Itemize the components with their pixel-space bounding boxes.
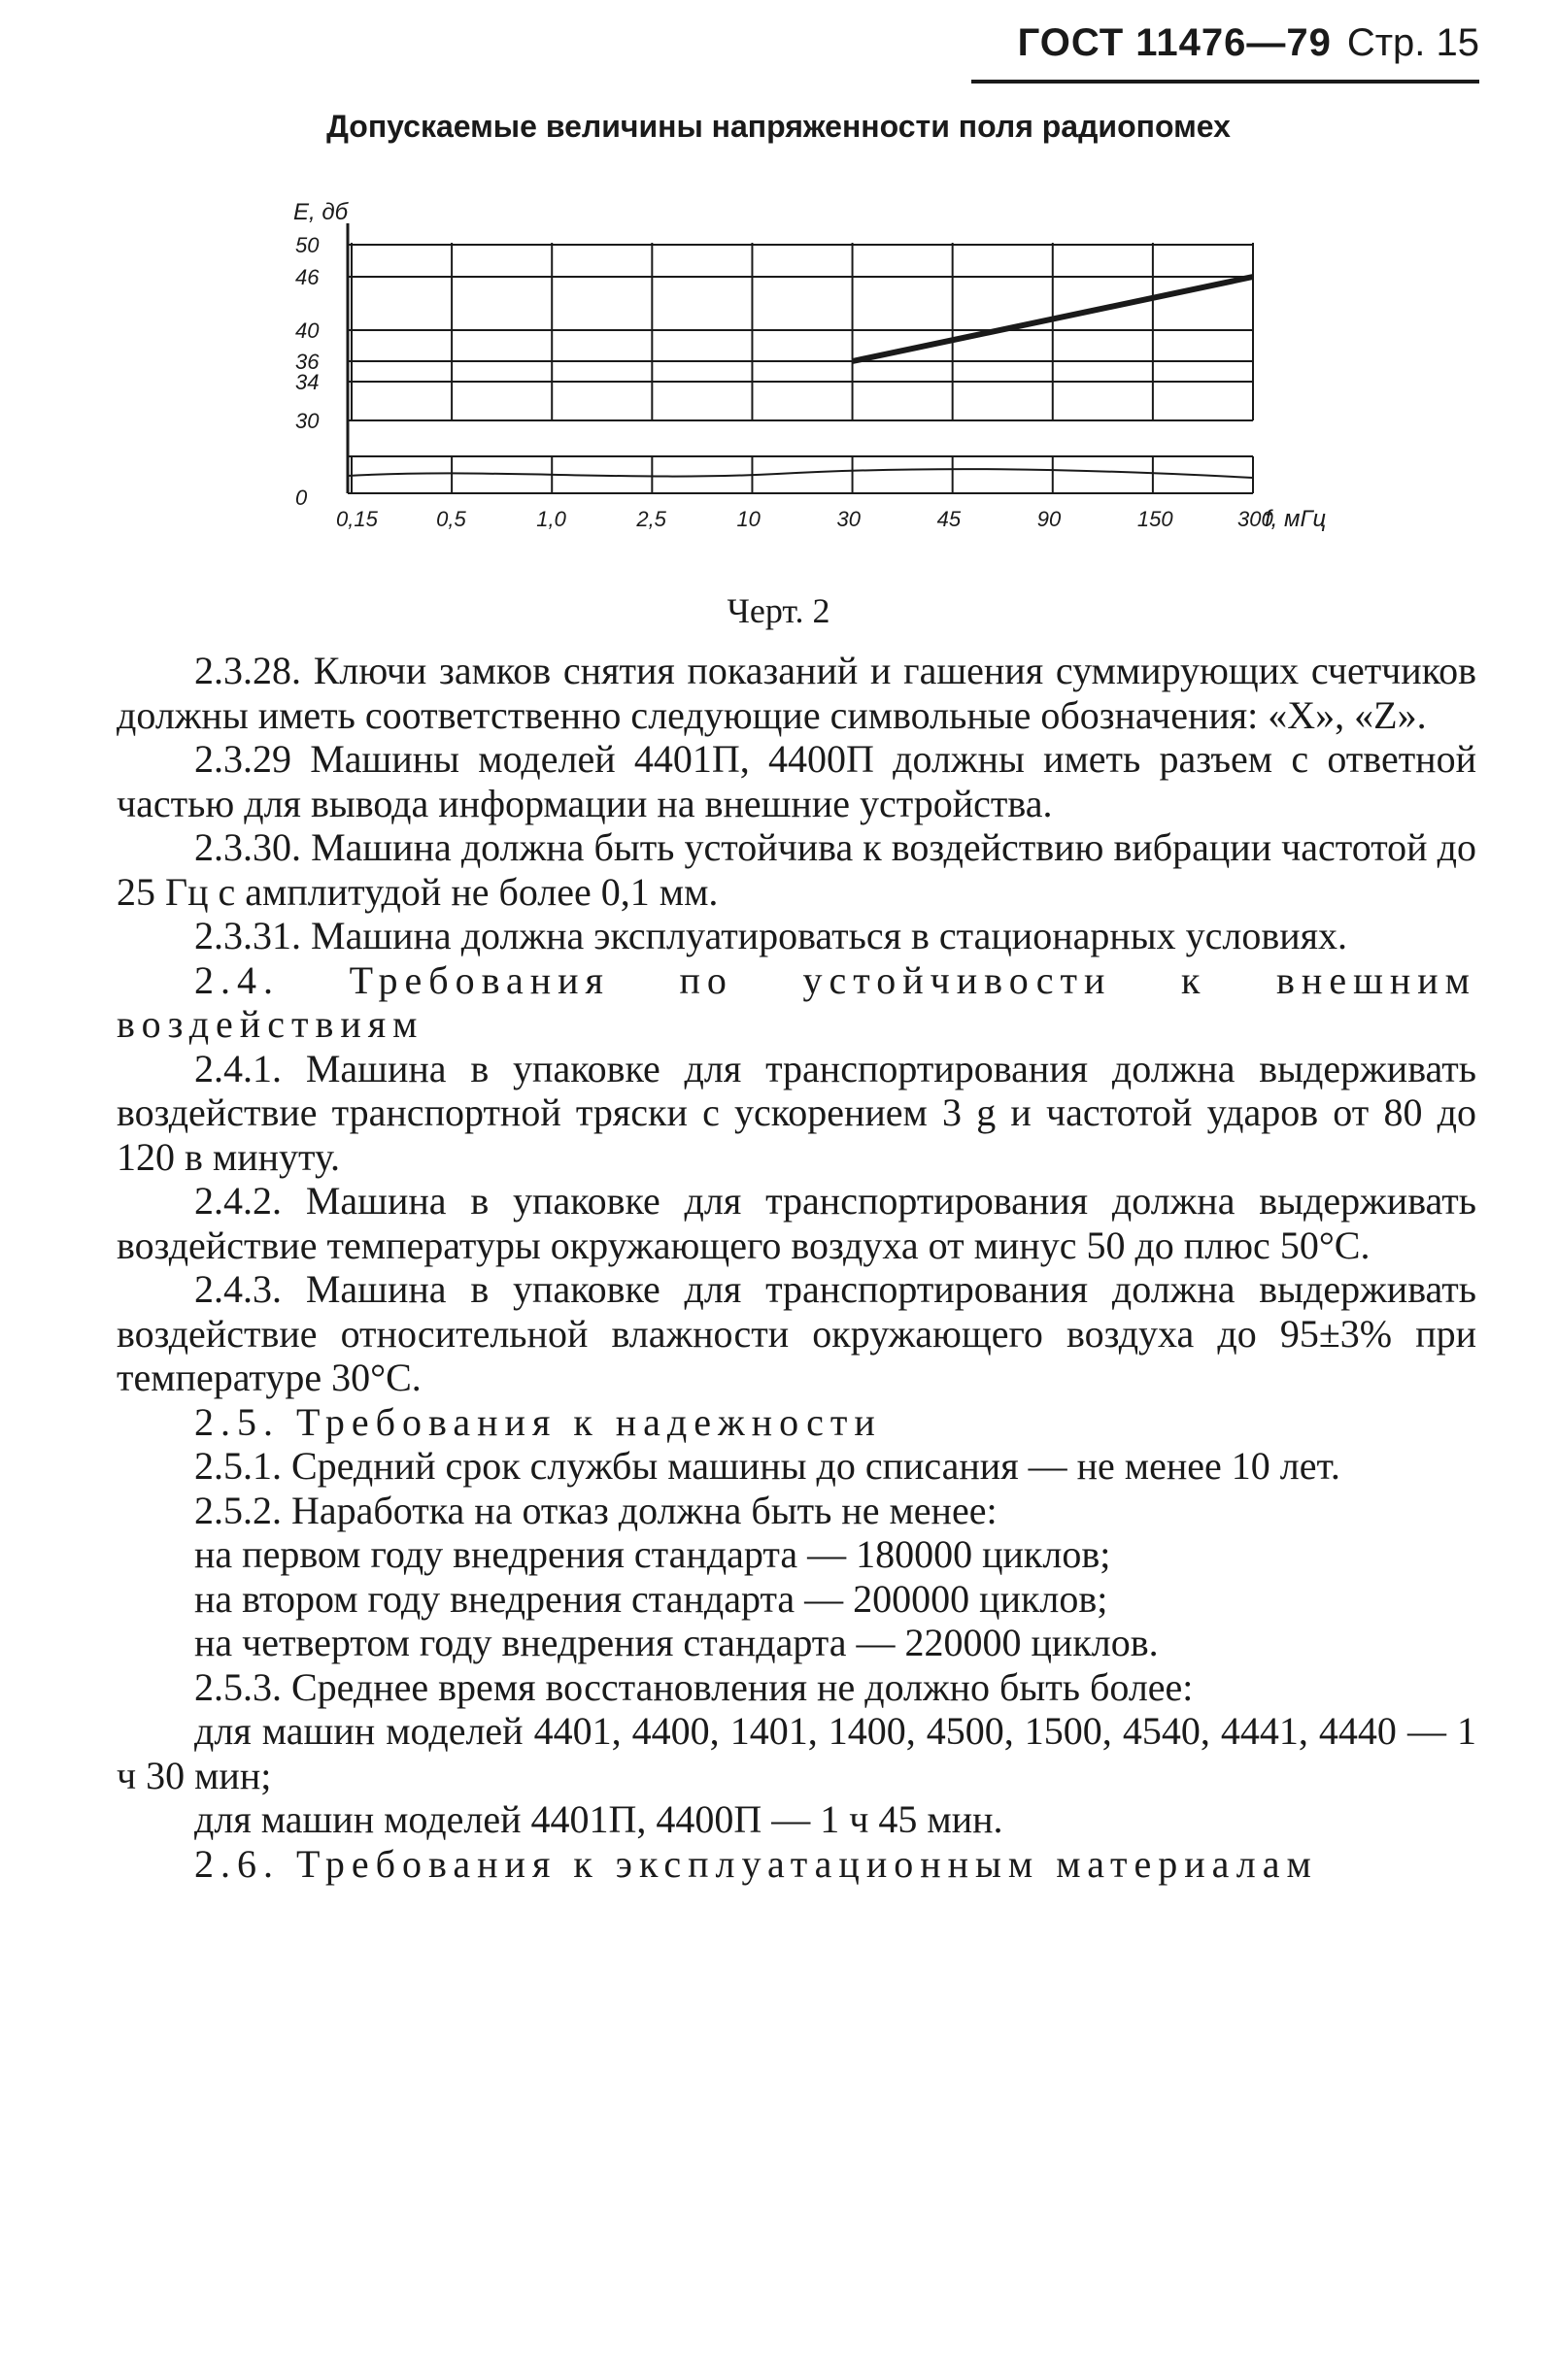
paragraph: 2.3.30. Машина должна быть устойчива к воздействию вибрации частотой до 25 Гц с амплитудой не более 0,1 мм. bbox=[117, 825, 1476, 914]
figure-caption: Черт. 2 bbox=[727, 591, 830, 630]
figure-title: Допускаемые величины напряженности поля радиопомех bbox=[326, 109, 1231, 144]
paragraph: на четвертом году внедрения стандарта — 220000 циклов. bbox=[194, 1621, 1159, 1664]
y-tick-label: 40 bbox=[295, 318, 320, 343]
paragraph: 2.4.3. Машина в упаковке для транспортирования должна выдерживать воздействие относительной влажности окружающего воздуха до 95±3% при температуре 30°С. bbox=[117, 1267, 1476, 1399]
x-tick-label: 45 bbox=[936, 507, 962, 531]
paragraph: 2.5.2. Наработка на отказ должна быть не менее: bbox=[194, 1488, 998, 1532]
interference-chart bbox=[291, 184, 1360, 553]
x-tick-label: 150 bbox=[1136, 507, 1173, 531]
x-tick-label: 30 bbox=[836, 507, 862, 531]
paragraph: 2.6. Требования к эксплуатационным материалам bbox=[194, 1841, 1318, 1886]
x-tick-label: 0,5 bbox=[436, 507, 466, 531]
x-tick-label: 90 bbox=[1036, 507, 1062, 531]
x-tick-label: 10 bbox=[736, 507, 761, 531]
standard-number: ГОСТ 11476—79 bbox=[1017, 21, 1332, 64]
paragraph: 2.3.31. Машина должна эксплуатироваться в стационарных условиях. bbox=[194, 914, 1348, 957]
y-tick-label: 0 bbox=[295, 486, 308, 510]
x-axis-label: f, мГц bbox=[1265, 506, 1327, 532]
y-tick-label: 36 bbox=[295, 350, 320, 374]
paragraph: 2.5.1. Средний срок службы машины до списания — не менее 10 лет. bbox=[194, 1444, 1340, 1488]
x-tick-label: 0,15 bbox=[336, 507, 378, 531]
paragraph: 2.4.1. Машина в упаковке для транспортирования должна выдерживать воздействие транспортной тряски с ускорением 3 g и частотой ударов от 80 до 120 в минуту. bbox=[117, 1046, 1476, 1179]
paragraph: 2.4. Требования по устойчивости к внешним воздействиям bbox=[117, 957, 1476, 1046]
paragraph: 2.3.28. Ключи замков снятия показаний и гашения суммирующих счетчиков должны иметь соответственно следующие символьные обозначения: «X», «Z». bbox=[117, 649, 1476, 737]
x-tick-label: 300 bbox=[1237, 507, 1273, 531]
page-header bbox=[971, 21, 1479, 84]
paragraph: для машин моделей 4401, 4400, 1401, 1400, 4500, 1500, 4540, 4441, 4440 — 1 ч 30 мин; bbox=[117, 1709, 1476, 1797]
paragraph: 2.5.3. Среднее время восстановления не должно быть более: bbox=[194, 1664, 1194, 1709]
paragraph: 2.3.29 Машины моделей 4401П, 4400П должны иметь разъем с ответной частью для вывода информации на внешние устройства. bbox=[117, 737, 1476, 825]
page-number: Стр. 15 bbox=[1346, 21, 1479, 64]
y-tick-label: 30 bbox=[295, 409, 320, 433]
y-axis-label: E, дб bbox=[293, 199, 349, 225]
y-tick-label: 34 bbox=[295, 370, 320, 394]
paragraph: для машин моделей 4401П, 4400П — 1 ч 45 мин. bbox=[194, 1797, 1003, 1841]
paragraph: 2.5. Требования к надежности bbox=[194, 1399, 882, 1444]
paragraph: на первом году внедрения стандарта — 180000 циклов; bbox=[194, 1532, 1111, 1576]
paragraph: 2.4.2. Машина в упаковке для транспортирования должна выдерживать воздействие температуры окружающего воздуха от минус 50 до плюс 50°С. bbox=[117, 1179, 1476, 1267]
x-tick-label: 2,5 bbox=[636, 507, 666, 531]
paragraph: на втором году внедрения стандарта — 200000 циклов; bbox=[194, 1576, 1108, 1621]
y-tick-label: 50 bbox=[295, 233, 320, 257]
document-body bbox=[117, 649, 1476, 1886]
y-tick-label: 46 bbox=[295, 265, 320, 289]
noise-curve bbox=[348, 469, 1253, 478]
x-tick-label: 1,0 bbox=[536, 507, 566, 531]
